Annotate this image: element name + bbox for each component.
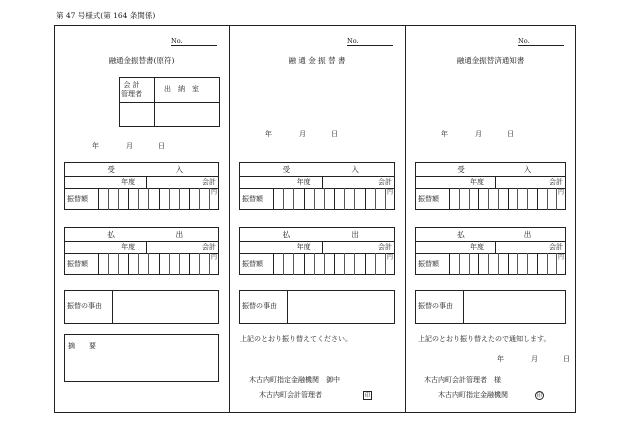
- amount-digit-divider: [293, 188, 294, 210]
- amount-digit-divider: [304, 188, 305, 210]
- amount-digit-divider: [508, 253, 509, 275]
- amount-digit-divider: [547, 253, 548, 275]
- account-label: 会計: [549, 243, 563, 251]
- receive-header-right: 入: [175, 165, 184, 174]
- date-day: 日: [158, 142, 165, 150]
- amount-digit-divider: [385, 253, 386, 275]
- addressee-text: 木古内町会計管理者 様: [424, 376, 501, 384]
- divider: [415, 241, 566, 242]
- panel-divider-2: [405, 25, 406, 413]
- treasury-office-label: 出 納 室: [164, 85, 199, 93]
- document-title: 融 通 金 振 替 書: [288, 56, 346, 65]
- fiscal-year-label: 年度: [121, 178, 136, 186]
- sender-text: 木古内町会計管理者: [259, 391, 322, 399]
- yen-label: 円: [558, 189, 565, 196]
- receive-header-right: 入: [351, 165, 359, 174]
- amount-digit-divider: [488, 253, 489, 275]
- document-title: 融通金振替書(原符): [108, 56, 175, 65]
- amount-digit-divider: [385, 188, 386, 210]
- date-year: 年: [497, 355, 504, 363]
- divider: [463, 290, 464, 324]
- document-title: 融通金振替済通知書: [456, 56, 525, 65]
- amount-digit-divider: [365, 253, 366, 275]
- yen-label: 円: [211, 189, 218, 196]
- divider: [495, 176, 496, 188]
- transfer-amount-label: 振替額: [67, 260, 88, 268]
- yen-label: 円: [387, 189, 394, 196]
- date-day: 日: [331, 130, 338, 138]
- amount-digit-divider: [537, 188, 538, 210]
- fiscal-year-label: 年度: [296, 178, 311, 186]
- yen-label: 円: [558, 254, 565, 261]
- amount-digit-divider: [344, 188, 345, 210]
- divider: [415, 188, 566, 189]
- accounting-manager-label: 会 計 管理者: [121, 81, 142, 99]
- amount-digit-divider: [334, 253, 335, 275]
- amount-digit-divider: [354, 188, 355, 210]
- panel-divider-1: [229, 25, 230, 413]
- amount-digit-divider: [488, 188, 489, 210]
- account-label: 会計: [378, 178, 392, 186]
- amount-digit-divider: [469, 188, 470, 210]
- amount-digit-divider: [199, 188, 200, 210]
- divider: [64, 188, 219, 189]
- transfer-amount-label: 振替額: [418, 195, 439, 203]
- pay-header-right: 出: [351, 230, 359, 239]
- divider: [112, 290, 113, 324]
- amount-digit-divider: [537, 253, 538, 275]
- amount-digit-divider: [459, 253, 460, 275]
- amount-digit-divider: [334, 188, 335, 210]
- amount-digit-divider: [478, 253, 479, 275]
- amount-digit-divider: [517, 253, 518, 275]
- account-label: 会計: [202, 178, 216, 186]
- serial-number-line: [347, 45, 393, 46]
- amount-digit-divider: [209, 253, 210, 275]
- receive-header-left: 受: [457, 165, 465, 174]
- amount-digit-divider: [293, 253, 294, 275]
- amount-digit-divider: [498, 188, 499, 210]
- amount-digit-divider: [138, 188, 139, 210]
- pay-header-left: 払: [282, 230, 291, 239]
- amount-digit-divider: [375, 188, 376, 210]
- amount-digit-divider: [324, 253, 325, 275]
- transfer-reason-label: 振替の事由: [242, 302, 277, 310]
- divider: [64, 241, 219, 242]
- amount-digit-divider: [179, 188, 180, 210]
- pay-header-left: 払: [107, 230, 115, 239]
- divider: [415, 253, 566, 254]
- amount-digit-divider: [118, 188, 119, 210]
- divider: [146, 241, 147, 253]
- amount-digit-divider: [283, 188, 284, 210]
- amount-digit-divider: [354, 253, 355, 275]
- amount-digit-divider: [508, 188, 509, 210]
- account-label: 会計: [549, 178, 563, 186]
- divider: [239, 188, 395, 189]
- date-year: 年: [92, 142, 99, 150]
- amount-digit-divider: [304, 253, 305, 275]
- divider: [239, 253, 395, 254]
- divider: [64, 176, 219, 177]
- amount-digit-divider: [314, 253, 315, 275]
- divider: [239, 241, 395, 242]
- amount-digit-divider: [469, 253, 470, 275]
- transfer-reason-label: 振替の事由: [418, 302, 453, 310]
- amount-digit-divider: [365, 188, 366, 210]
- date-month: 月: [126, 142, 133, 150]
- divider: [322, 176, 323, 188]
- receive-header-left: 受: [282, 165, 291, 174]
- amount-digit-divider: [517, 188, 518, 210]
- pay-header-left: 払: [457, 230, 465, 239]
- divider: [146, 176, 147, 188]
- divider: [449, 253, 450, 275]
- serial-number-label: No.: [518, 37, 530, 45]
- amount-digit-divider: [209, 188, 210, 210]
- date-month: 月: [531, 355, 538, 363]
- amount-digit-divider: [547, 188, 548, 210]
- amount-digit-divider: [128, 188, 129, 210]
- fiscal-year-label: 年度: [121, 243, 136, 251]
- divider: [287, 290, 288, 324]
- yen-label: 円: [387, 254, 394, 261]
- amount-digit-divider: [159, 253, 160, 275]
- transfer-amount-label: 振替額: [67, 195, 88, 203]
- fiscal-year-label: 年度: [470, 178, 485, 186]
- divider: [415, 176, 566, 177]
- amount-digit-divider: [527, 253, 528, 275]
- account-label: 会計: [202, 243, 216, 251]
- yen-label: 円: [211, 254, 218, 261]
- account-label: 会計: [378, 243, 392, 251]
- amount-digit-divider: [179, 253, 180, 275]
- divider: [322, 241, 323, 253]
- amount-digit-divider: [108, 253, 109, 275]
- amount-digit-divider: [344, 253, 345, 275]
- serial-number-label: No.: [171, 37, 183, 45]
- form-number: 第 47 号様式(第 164 条関係): [56, 11, 156, 20]
- date-day: 日: [507, 130, 514, 138]
- divider: [239, 176, 395, 177]
- notice-text: 上記のとおり振り替えたので通知します。: [418, 335, 551, 343]
- date-year: 年: [441, 130, 448, 138]
- amount-digit-divider: [324, 188, 325, 210]
- divider: [449, 188, 450, 210]
- divider: [98, 188, 99, 210]
- amount-digit-divider: [159, 188, 160, 210]
- date-month: 月: [299, 130, 306, 138]
- divider: [273, 253, 274, 275]
- serial-number-label: No.: [347, 37, 359, 45]
- amount-digit-divider: [138, 253, 139, 275]
- amount-digit-divider: [478, 188, 479, 210]
- serial-number-line: [518, 45, 564, 46]
- amount-digit-divider: [148, 253, 149, 275]
- transfer-amount-label: 振替額: [242, 260, 263, 268]
- seal-mark: 印: [536, 393, 543, 399]
- addressee-text: 木古内町指定金融機関 御中: [249, 376, 340, 384]
- amount-digit-divider: [527, 188, 528, 210]
- pay-header-right: 出: [175, 230, 184, 239]
- seal-mark: 印: [364, 393, 371, 399]
- instruction-text: 上記のとおり振り替えてください。: [240, 335, 352, 343]
- transfer-amount-label: 振替額: [242, 195, 263, 203]
- serial-number-line: [171, 45, 217, 46]
- divider: [98, 253, 99, 275]
- receive-header-left: 受: [107, 165, 115, 174]
- summary-label: 摘 要: [68, 342, 96, 350]
- receive-header-right: 入: [523, 165, 532, 174]
- amount-digit-divider: [108, 188, 109, 210]
- date-day: 日: [563, 355, 570, 363]
- fiscal-year-label: 年度: [296, 243, 311, 251]
- divider: [64, 253, 219, 254]
- amount-digit-divider: [283, 253, 284, 275]
- date-month: 月: [475, 130, 482, 138]
- amount-digit-divider: [118, 253, 119, 275]
- transfer-amount-label: 振替額: [418, 260, 439, 268]
- amount-digit-divider: [189, 253, 190, 275]
- divider: [495, 241, 496, 253]
- date-year: 年: [265, 130, 272, 138]
- amount-digit-divider: [375, 253, 376, 275]
- divider: [119, 102, 220, 103]
- amount-digit-divider: [169, 253, 170, 275]
- transfer-reason-label: 振替の事由: [67, 302, 102, 310]
- amount-digit-divider: [169, 188, 170, 210]
- amount-digit-divider: [459, 188, 460, 210]
- pay-header-right: 出: [523, 230, 532, 239]
- divider: [154, 77, 155, 127]
- amount-digit-divider: [498, 253, 499, 275]
- amount-digit-divider: [128, 253, 129, 275]
- fiscal-year-label: 年度: [470, 243, 485, 251]
- sender-text: 木古内町指定金融機関: [438, 391, 508, 399]
- amount-digit-divider: [189, 188, 190, 210]
- amount-digit-divider: [199, 253, 200, 275]
- amount-digit-divider: [148, 188, 149, 210]
- divider: [273, 188, 274, 210]
- amount-digit-divider: [314, 188, 315, 210]
